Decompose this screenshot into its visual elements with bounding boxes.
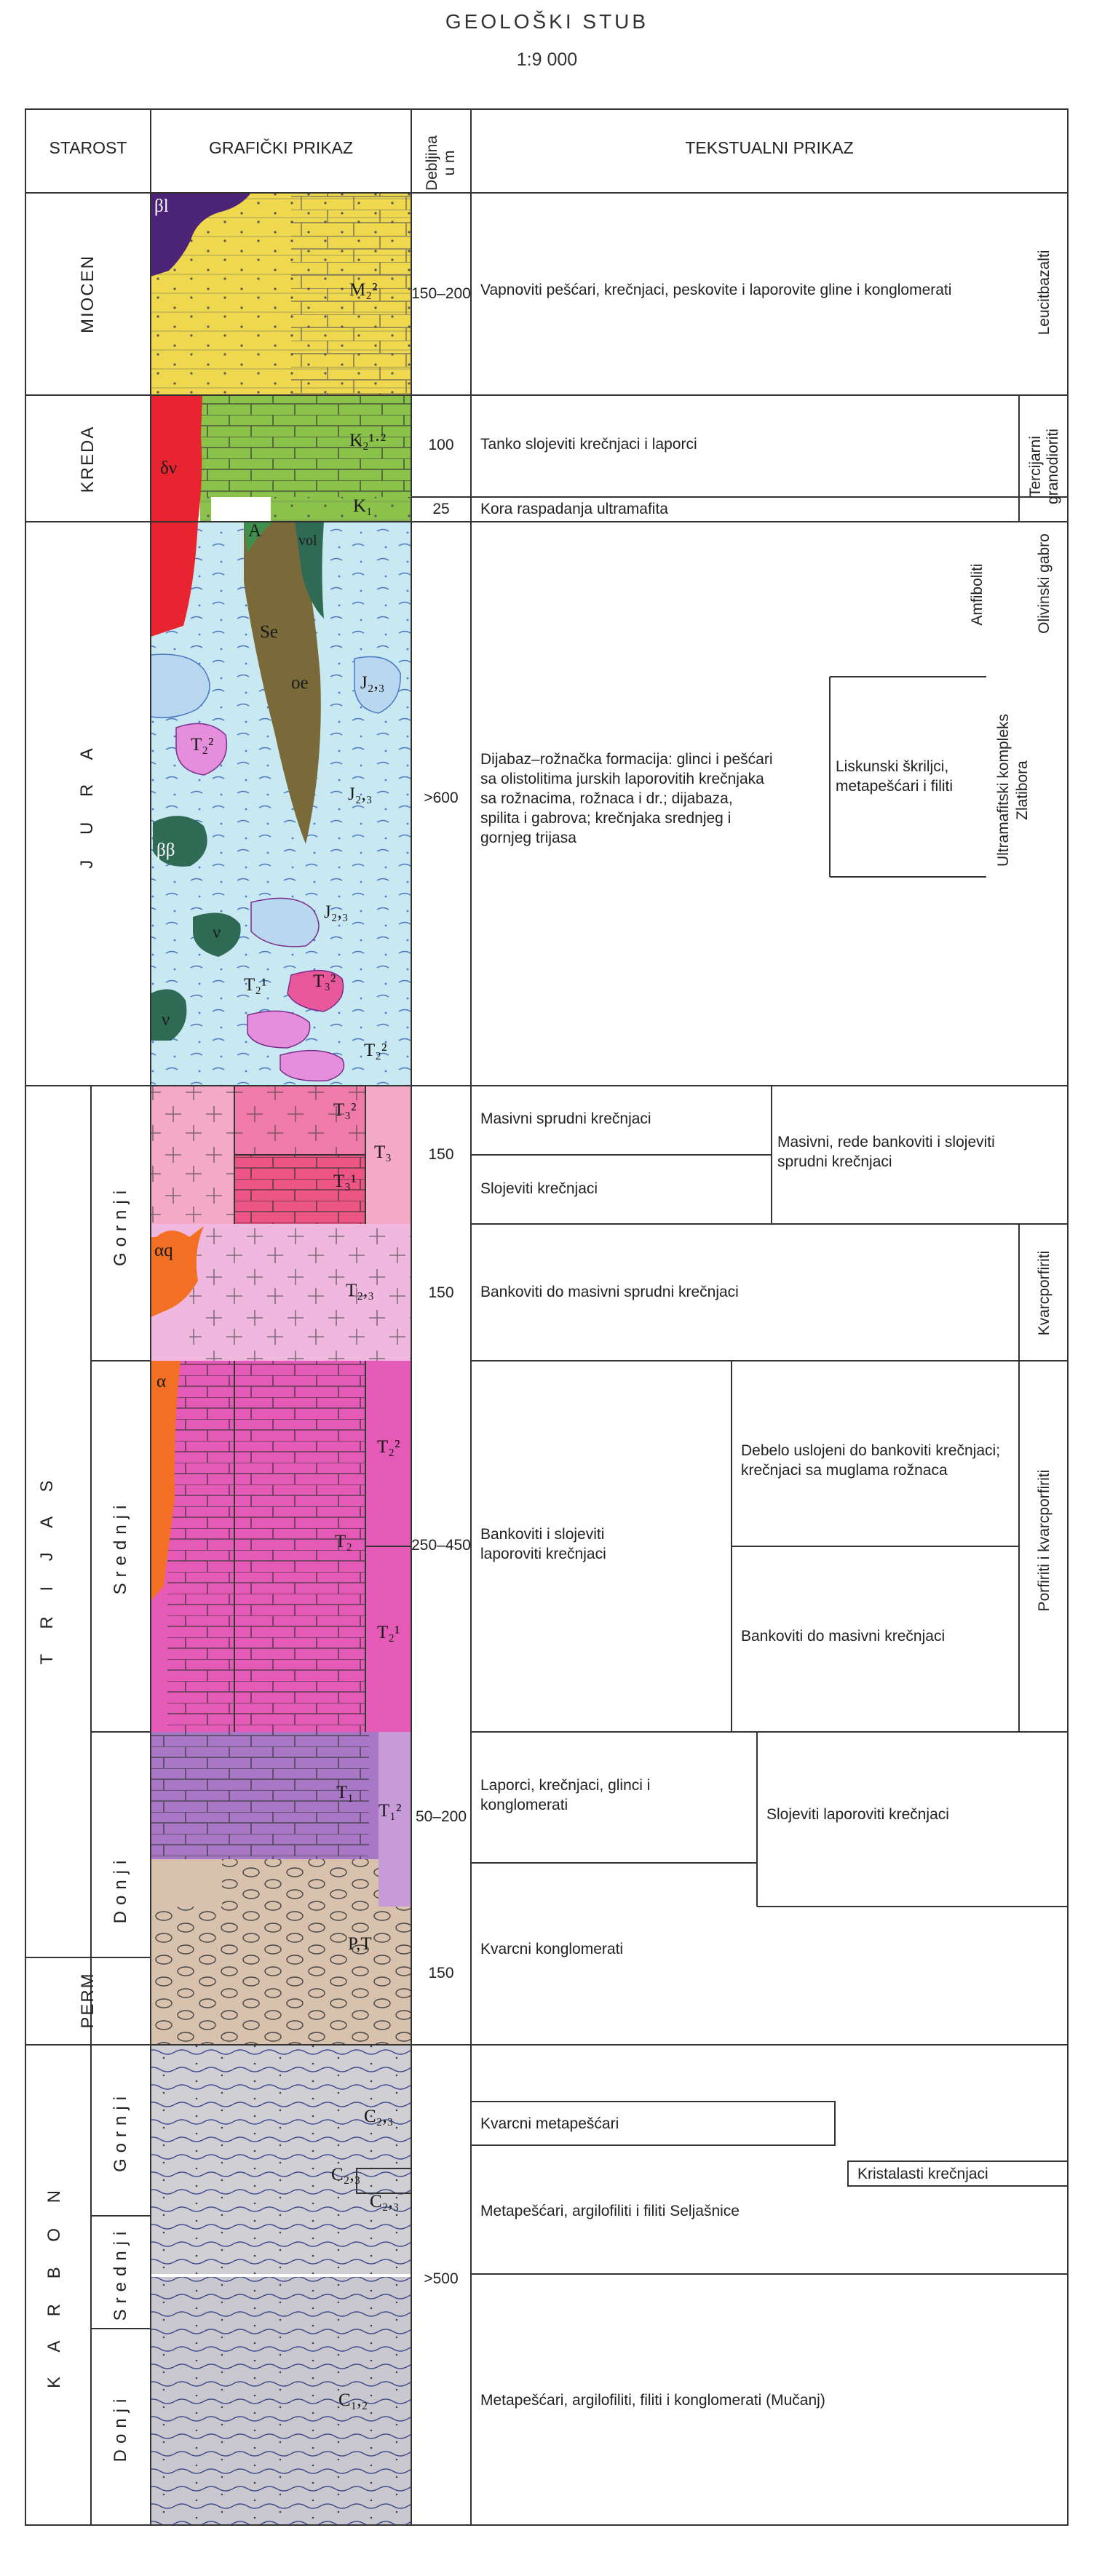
symbol-t21-b: T₂¹ [377, 1623, 400, 1642]
thickness-kreda: 100 [428, 437, 454, 453]
thickness-miocen: 150–200 [411, 285, 471, 302]
desc-miocen: Vapnoviti pešćari, krečnjaci, peskovite i laporovite gline i konglomerati [480, 282, 952, 298]
desc-t33: Masivni sprudni krečnjaci [480, 1110, 651, 1127]
symbol-c23-b: C₂,₃ [331, 2165, 361, 2185]
period-trijas: T R I J A S [37, 1470, 57, 1665]
desc-t1: Laporci, krečnjaci, glinci i konglomerati [480, 1777, 651, 1813]
symbol-aq: αq [154, 1241, 173, 1260]
desc-jura: Dijabaz–rožnačka formacija: glinci i pešćari sa olistolitima jurskih laporovitih krečnjaka sa rožnacima, rožnaca i dr.; dijabaza, spilita i gabrova; krečnjaka srednjeg i gornjeg trijasa [480, 751, 773, 846]
period-kreda: KREDA [78, 425, 98, 493]
symbol-t2: T₂ [335, 1532, 352, 1551]
side-amfiboliti: Amfiboliti [969, 563, 986, 626]
thickness-trijas-donji: 50–200 [415, 1808, 467, 1825]
desc-t1-right: Slojeviti laporoviti krečnjaci [766, 1806, 949, 1823]
thickness-karbon: >500 [424, 2270, 459, 2287]
desc-c-krist: Kristalasti krečnjaci [857, 2166, 988, 2182]
desc-jura-box: Liskunski škriljci, metapešćari i filiti [836, 758, 954, 795]
side-tercijarni: Tercijarni granodioriti [1027, 429, 1061, 504]
karbon-divider [151, 2274, 411, 2277]
symbol-c23-a: C₂,₃ [364, 2107, 394, 2126]
symbol-c12: C₁,₂ [338, 2390, 368, 2410]
desc-c-kvarc: Kvarcni metapešćari [480, 2115, 619, 2132]
header-thickness-line1: Debljina [424, 135, 440, 191]
symbol-t32: T₃² [333, 1100, 357, 1120]
side-leucitbazalti: Leucitbazalti [1036, 250, 1053, 335]
period-perm: PERM [78, 1972, 98, 2029]
side-olivinski: Olivinski gabro [1036, 533, 1053, 634]
trijas-ladin-pattern [189, 1224, 411, 1361]
symbol-bb: ββ [156, 840, 175, 860]
j23-olistolith-2 [251, 898, 319, 946]
period-jura: J U R A [77, 738, 97, 869]
thickness-trijas-gornji: 150 [428, 1146, 454, 1163]
symbol-alpha: α [156, 1372, 167, 1391]
side-porfiriti: Porfiriti i kvarcporfiriti [1036, 1469, 1053, 1612]
desc-t3-right: Masivni, rede bankoviti i slojeviti sprudni krečnjaci [777, 1134, 995, 1170]
symbol-t31: T₃¹ [333, 1172, 357, 1191]
desc-t21-right: Bankoviti do masivni krečnjaci [741, 1628, 946, 1645]
symbol-t22-a: T₂² [191, 735, 214, 755]
symbol-a: A [248, 521, 262, 541]
perm-upper-fill [151, 1859, 222, 1907]
side-ultramafitski: Ultramafitski kompleks Zlatibora [995, 713, 1031, 867]
karbon-donji-label: Donji [111, 2393, 130, 2462]
symbol-j23-a: J₂,₃ [360, 673, 385, 693]
symbol-m22: M₂² [349, 280, 378, 300]
symbol-t21: T₂¹ [244, 975, 267, 995]
desc-perm: Kvarcni konglomerati [480, 1941, 624, 1957]
karbon-gornji-label: Gornji [111, 2090, 130, 2173]
perm-pattern [151, 1907, 411, 2045]
t3-left-pattern [151, 1086, 234, 1224]
symbol-v1: ν [213, 923, 221, 942]
symbol-t23: T₂,₃ [346, 1281, 374, 1300]
kora-gap [211, 497, 271, 522]
symbol-t22-c: T₂² [377, 1437, 400, 1457]
symbol-v2: ν [162, 1010, 170, 1030]
desc-t23: Bankoviti do masivni sprudni krečnjaci [480, 1284, 739, 1300]
header-thickness [424, 127, 459, 199]
side-kvarcporfiriti: Kvarcporfiriti [1036, 1250, 1053, 1336]
desc-c12: Metapešćari, argilofiliti, filiti i konglomerati (Mučanj) [480, 2392, 825, 2409]
symbol-k12: K₂¹·² [349, 431, 387, 450]
trijas-srednji-label: Srednji [111, 1499, 130, 1595]
symbol-dv: δν [160, 458, 178, 478]
desc-kora: Kora raspadanja ultramafita [480, 501, 668, 517]
symbol-t32-a: T₃² [313, 971, 336, 991]
period-miocen: MIOCEN [78, 255, 98, 333]
symbol-c23-c: C₂,₃ [370, 2192, 400, 2211]
symbol-pl: βl [154, 196, 169, 216]
symbol-k1: K₁ [353, 496, 373, 516]
symbol-t22-b: T₂² [364, 1041, 387, 1060]
desc-t2: Bankoviti i slojeviti laporoviti krečnjaci [480, 1526, 606, 1562]
symbol-j23-b: J₂,₃ [348, 784, 373, 804]
thickness-kora: 25 [432, 501, 450, 517]
desc-kreda: Tanko slojeviti krečnjaci i laporci [480, 436, 697, 453]
page-title: GEOLOŠKI STUB [445, 10, 649, 33]
symbol-vol: vol [298, 533, 317, 549]
thickness-trijas-srednji: 250–450 [411, 1537, 471, 1554]
desc-t22-right: Debelo uslojeni do bankoviti krečnjaci; krečnjaci sa muglama rožnaca [741, 1442, 1001, 1479]
symbol-t3: T₃ [374, 1142, 392, 1162]
period-karbon: K A R B O N [44, 2179, 64, 2389]
karbon-lower-pattern [151, 2277, 411, 2525]
desc-t31: Slojeviti krečnjaci [480, 1180, 598, 1197]
trijas-donji-label: Donji [111, 1854, 130, 1924]
trijas-gornji-label: Gornji [111, 1184, 130, 1267]
header-textual: TEKSTUALNI PRIKAZ [685, 138, 854, 157]
karbon-srednji-label: Srednji [111, 2225, 130, 2321]
symbol-t12: T₁² [378, 1801, 402, 1821]
thickness-jura: >600 [424, 790, 459, 806]
header-thickness-line2: u m [441, 150, 458, 176]
t22-olistolith-2 [280, 1051, 344, 1081]
thickness-perm: 150 [428, 1965, 454, 1981]
symbol-oe: oe [291, 673, 309, 693]
t21-olistolith [247, 1011, 310, 1048]
symbol-t1: T₁ [336, 1783, 354, 1802]
symbol-se: Se [260, 622, 278, 642]
t1-conglomerate-pattern [222, 1859, 378, 1907]
symbol-j23-c: J₂,₃ [324, 902, 349, 922]
thickness-trijas-ladin: 150 [428, 1284, 454, 1301]
desc-c23: Metapešćari, argilofiliti i filiti Seljašnice [480, 2203, 740, 2219]
header-age: STAROST [49, 138, 127, 157]
scale-label: 1:9 000 [516, 49, 578, 70]
header-graphic: GRAFIČKI PRIKAZ [208, 138, 354, 157]
symbol-pt: P,T [348, 1934, 372, 1954]
